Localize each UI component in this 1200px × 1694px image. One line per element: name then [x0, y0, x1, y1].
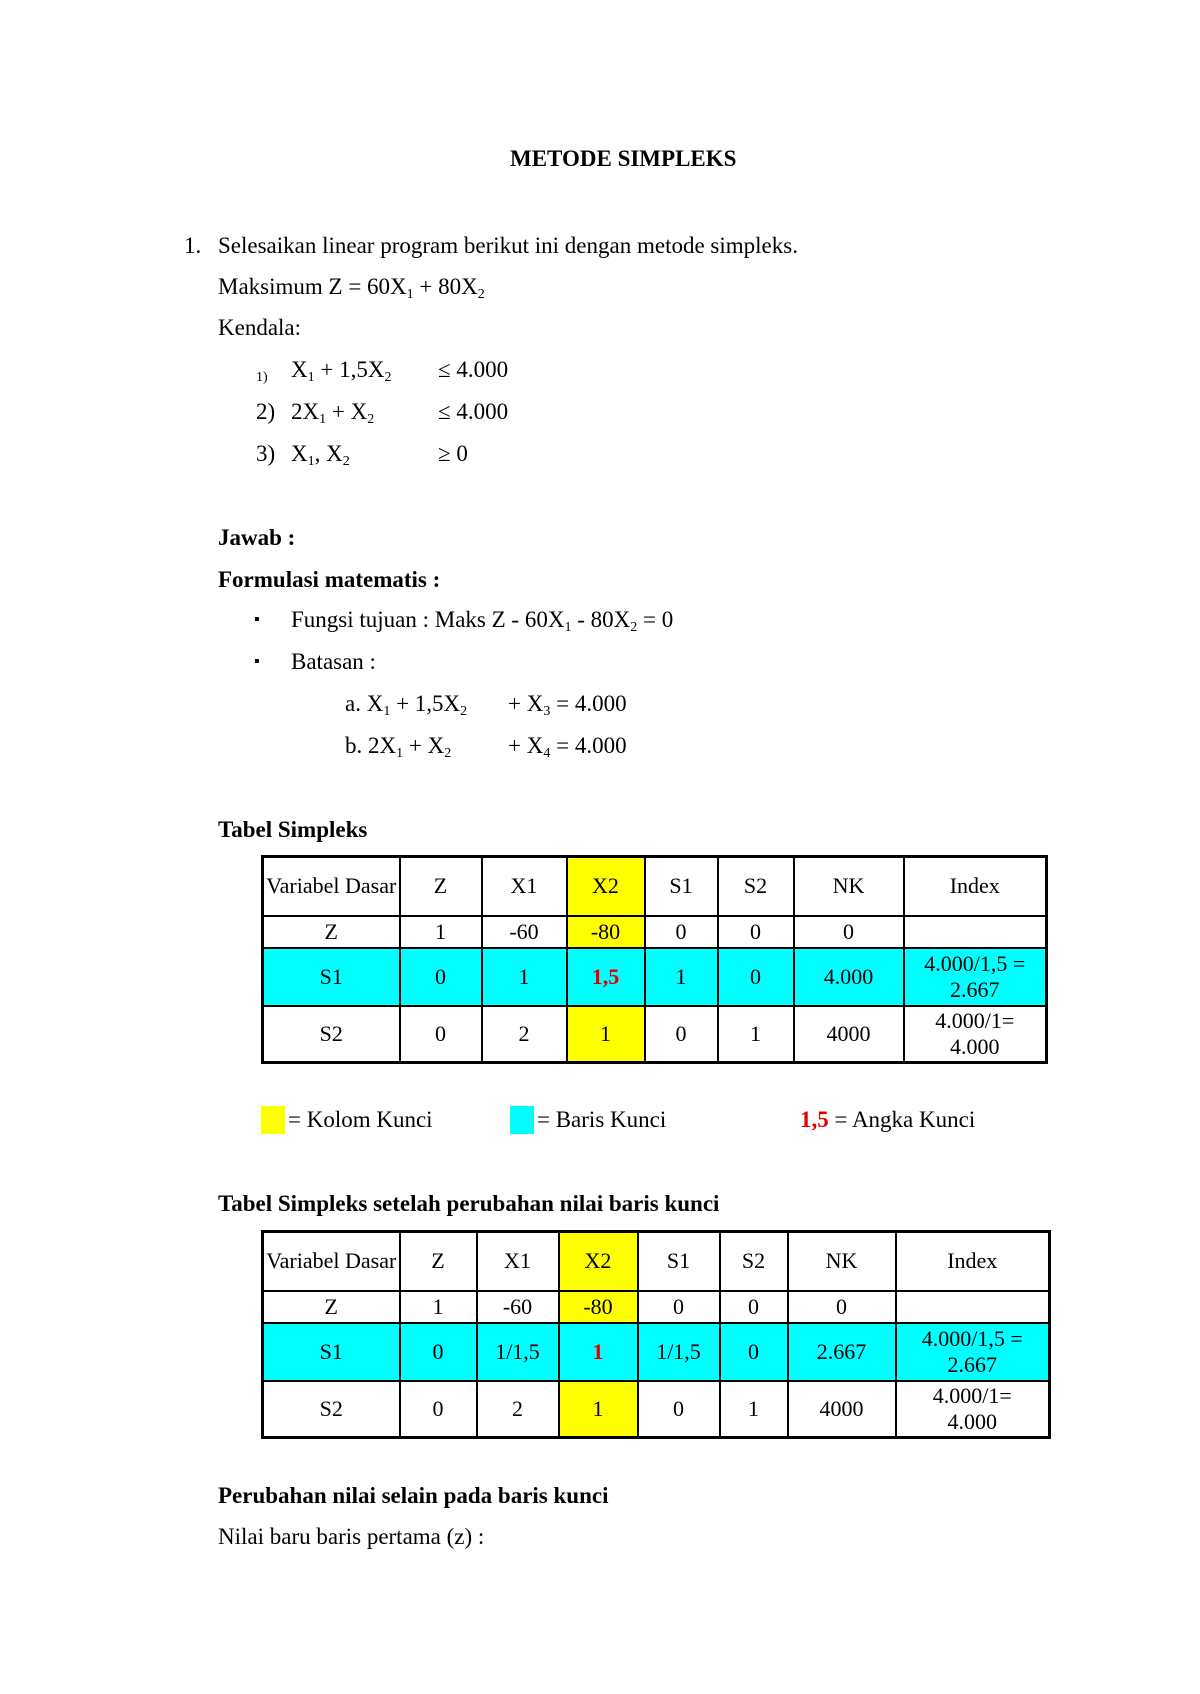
table-cell: 1	[559, 1381, 638, 1438]
table-cell: 0	[645, 1006, 718, 1063]
table-cell: 1	[645, 948, 718, 1006]
table-cell	[896, 1291, 1050, 1323]
table-cell: 0	[400, 1381, 477, 1438]
table-cell: 4.000/1,5 = 2.667	[904, 948, 1047, 1006]
table-cell: -60	[477, 1291, 559, 1323]
table-cell: 0	[400, 1323, 477, 1381]
simplex-table-1	[261, 855, 1048, 1064]
table-cell: S1	[263, 1323, 400, 1381]
header-cell-key-column: X2	[567, 857, 645, 916]
table-cell: 4.000	[794, 948, 904, 1006]
constraint-2-number: 2)	[256, 399, 276, 424]
table-cell: 4.000/1= 4.000	[904, 1006, 1047, 1063]
table-cell: 0	[720, 1291, 788, 1323]
constraint-3-expr: $X_1$, $X_2$	[291, 441, 350, 469]
legend-key-row: = Baris Kunci	[537, 1107, 667, 1132]
table-cell: 2	[482, 1006, 567, 1063]
bullet-icon: ▪	[254, 653, 260, 670]
legend-cyan-swatch	[510, 1106, 534, 1134]
table-cell: S2	[263, 1006, 400, 1063]
table-cell: 1/1,5	[638, 1323, 720, 1381]
problem-number: 1.	[184, 233, 202, 258]
header-cell: S1	[645, 857, 718, 916]
constraint-3-number: 3)	[256, 441, 276, 466]
header-cell: S2	[718, 857, 794, 916]
table-cell: 1/1,5	[477, 1323, 559, 1381]
header-cell: X1	[482, 857, 567, 916]
objective-formulation: Fungsi tujuan : Maks $Z - 60X_1 - 80X_2 = 0$	[291, 607, 674, 635]
header-cell: Z	[400, 1232, 477, 1291]
header-cell: S2	[720, 1232, 788, 1291]
table-cell: 0	[638, 1291, 720, 1323]
table-cell: 4.000/1= 4.000	[896, 1381, 1050, 1438]
table-cell: 2.667	[788, 1323, 896, 1381]
table-cell: 0	[638, 1381, 720, 1438]
key-number-cell: 1	[559, 1323, 638, 1381]
table-row	[263, 1006, 1047, 1063]
table-cell: 1	[720, 1381, 788, 1438]
table-cell: 0	[718, 948, 794, 1006]
constraint-b-slack: + $X_4 = 4.000$	[508, 733, 627, 761]
table2-heading: Tabel Simpleks setelah perubahan nilai baris kunci	[218, 1191, 720, 1216]
section-heading: Perubahan nilai selain pada baris kunci	[218, 1483, 609, 1508]
table-cell: 0	[645, 916, 718, 948]
legend-key-number-label: = Angka Kunci	[828, 1107, 976, 1132]
table-row	[263, 1381, 1050, 1438]
table-cell: 0	[400, 948, 482, 1006]
section-text: Nilai baru baris pertama (z) :	[218, 1524, 485, 1549]
constraint-b-expr: b. $2X_1 + X_2$	[345, 733, 452, 761]
key-number-cell: 1,5	[567, 948, 645, 1006]
table-cell: S1	[263, 948, 400, 1006]
legend-key-number-value: 1,5	[800, 1107, 829, 1132]
table-cell: 0	[718, 916, 794, 948]
table-cell: 0	[400, 1006, 482, 1063]
table-row	[263, 916, 1047, 948]
table-row-key-row	[263, 1323, 1050, 1381]
table-cell	[904, 916, 1047, 948]
header-cell: Index	[904, 857, 1047, 916]
table-row	[263, 1291, 1050, 1323]
legend-key-column: = Kolom Kunci	[288, 1107, 433, 1132]
table1-heading: Tabel Simpleks	[218, 817, 368, 842]
table-cell: 4000	[794, 1006, 904, 1063]
header-cell: NK	[794, 857, 904, 916]
table-cell: S2	[263, 1381, 400, 1438]
constraint-2-rhs: ≤ 4.000	[438, 399, 509, 424]
table-cell: 1	[482, 948, 567, 1006]
answer-heading: Jawab :	[218, 525, 296, 550]
constraint-3-rhs: ≥ 0	[438, 441, 468, 466]
table-cell: 0	[720, 1323, 788, 1381]
constraint-1-rhs: ≤ 4.000	[438, 357, 509, 382]
legend-key-number	[800, 1107, 975, 1133]
table-cell: 4000	[788, 1381, 896, 1438]
header-cell: NK	[788, 1232, 896, 1291]
page-title: METODE SIMPLEKS	[510, 146, 737, 171]
table-cell: -60	[482, 916, 567, 948]
problem-instruction: Selesaikan linear program berikut ini dengan metode simpleks.	[218, 233, 798, 258]
header-cell: S1	[638, 1232, 720, 1291]
table-row-key-row	[263, 948, 1047, 1006]
constraint-1-number: 1)	[256, 370, 268, 385]
header-cell: Z	[400, 857, 482, 916]
header-cell: X1	[477, 1232, 559, 1291]
table-cell: 2	[477, 1381, 559, 1438]
header-cell: Index	[896, 1232, 1050, 1291]
constraints-label: Kendala:	[218, 315, 302, 340]
table-cell: Z	[263, 916, 400, 948]
table-cell: -80	[567, 916, 645, 948]
constraint-2-expr: $2X_1 + X_2$	[291, 399, 375, 427]
table-cell: 0	[788, 1291, 896, 1323]
constraint-1-expr: $X_1 + 1,5X_2$	[291, 357, 392, 385]
constraints-formulation-label: Batasan :	[291, 649, 376, 674]
simplex-table-2	[261, 1230, 1051, 1439]
objective-function: Maksimum $Z = 60X_1 + 80X_2$	[218, 274, 485, 302]
constraint-a-slack: + $X_3 = 4.000$	[508, 691, 627, 719]
legend-yellow-swatch	[261, 1106, 285, 1134]
header-cell: Variabel Dasar	[263, 857, 400, 916]
table-cell: 1	[567, 1006, 645, 1063]
table-cell: 0	[794, 916, 904, 948]
table-cell: 1	[718, 1006, 794, 1063]
header-cell-key-column: X2	[559, 1232, 638, 1291]
table-cell: 4.000/1,5 = 2.667	[896, 1323, 1050, 1381]
table-cell: 1	[400, 1291, 477, 1323]
bullet-icon: ▪	[254, 611, 260, 628]
table-cell: 1	[400, 916, 482, 948]
formulation-heading: Formulasi matematis :	[218, 567, 441, 592]
constraint-a-expr: a. $X_1 + 1,5X_2$	[345, 691, 468, 719]
table-cell: -80	[559, 1291, 638, 1323]
table-cell: Z	[263, 1291, 400, 1323]
header-cell: Variabel Dasar	[263, 1232, 400, 1291]
